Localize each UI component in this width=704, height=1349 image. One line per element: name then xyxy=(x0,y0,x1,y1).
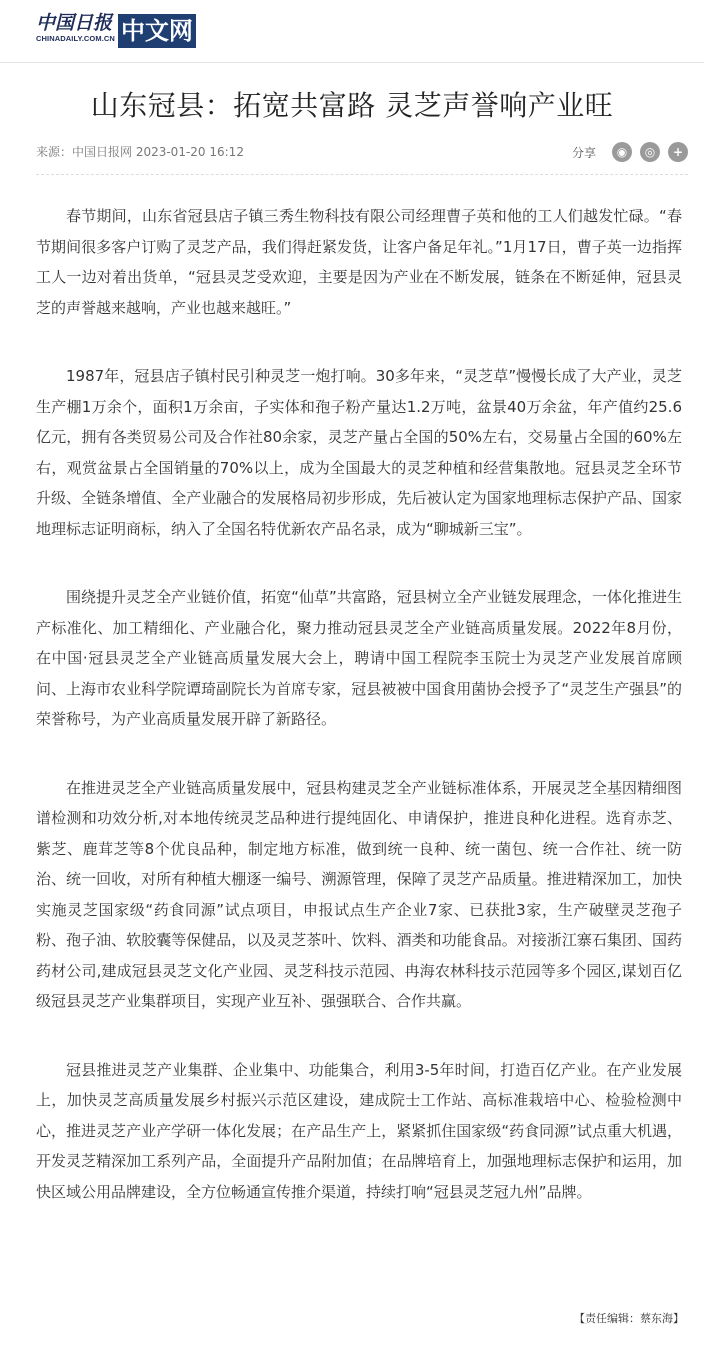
logo-chinese-name: 中国日报 xyxy=(36,12,113,34)
article-paragraph: 在推进灵芝全产业链高质量发展中，冠县构建灵芝全产业链标准体系，开展灵芝全基因精细图谱检测和功效分析,对本地传统灵芝品种进行提纯固化、申请保护，推进良种化进程。选育赤芝、紫芝、鹿茸芝等8个优良品种，制定地方标准，做到统一良种、统一菌包、统一合作社、统一防治、统一回收，对所有种植大棚逐一编号、溯源管理，保障了灵芝产品质量。推进精深加工，加快实施灵芝国家级“药食同源”试点项目，申报试点生产企业7家、已获批3家，生产破壁灵芝孢子粉、孢子油、软胶囊等保健品，以及灵芝茶叶、饮料、酒类和功能食品。对接浙江寨石集团、国药药材公司,建成冠县灵芝文化产业园、灵芝科技示范园、冉海农林科技示范园等多个园区,谋划百亿级冠县灵芝产业集群项目，实现产业互补、强强联合、合作共赢。 xyxy=(36,778,682,1010)
article-source: 来源：中国日报网 2023-01-20 16:12 xyxy=(36,145,244,159)
wechat-icon[interactable]: ◉ xyxy=(612,142,632,162)
site-logo[interactable] xyxy=(36,12,196,50)
article-paragraph: 1987年，冠县店子镇村民引种灵芝一炮打响。30多年来，“灵芝草”慢慢长成了大产业，灵芝生产棚1万余个，面积1万余亩，子实体和孢子粉产量达1.2万吨，盆景40万余盆，年产值约25.6亿元，拥有各类贸易公司及合作社80余家，灵芝产量占全国的50%左右，交易量占全国的60%左右，观赏盆景占全国销量的70%以上，成为全国最大的灵芝种植和经营集散地。冠县灵芝全环节升级、全链条增值、全产业融合的发展格局初步形成，先后被认定为国家地理标志保护产品、国家地理标志证明商标，纳入了全国名特优新农产品名录，成为“聊城新三宝”。 xyxy=(36,367,682,538)
article-title: 山东冠县：拓宽共富路 灵芝声誉响产业旺 xyxy=(90,89,614,122)
logo-text-group xyxy=(36,12,115,44)
share-bar xyxy=(572,141,688,163)
logo-channel-badge: 中文网 xyxy=(118,14,196,48)
article-paragraph: 围绕提升灵芝全产业链价值，拓宽“仙草”共富路，冠县树立全产业链发展理念，一体化推进生产标准化、加工精细化、产业融合化，聚力推动冠县灵芝全产业链高质量发展。2022年8月份，在中国·冠县灵芝全产业链高质量发展大会上，聘请中国工程院李玉院士为灵芝产业发展首席顾问、上海市农业科学院谭琦副院长为首席专家，冠县被被中国食用菌协会授予了“灵芝生产强县”的荣誉称号，为产业高质量发展开辟了新路径。 xyxy=(36,588,682,728)
share-label: 分享 xyxy=(571,145,596,160)
plus-icon[interactable]: + xyxy=(668,142,688,162)
responsible-editor: 【责任编辑：蔡东海】 xyxy=(574,1312,684,1325)
logo-domain: CHINADAILY.COM.CN xyxy=(36,34,115,43)
article-paragraph: 春节期间，山东省冠县店子镇三秀生物科技有限公司经理曹子英和他的工人们越发忙碌。“春节期间很多客户订购了灵芝产品，我们得赶紧发货，让客户备足年礼。”1月17日，曹子英一边指挥工人一边对着出货单，“冠县灵芝受欢迎，主要是因为产业在不断发展，链条在不断延伸，冠县灵芝的声誉越来越响，产业也越来越旺。” xyxy=(36,207,682,317)
weibo-icon[interactable]: ◎ xyxy=(640,142,660,162)
header-divider xyxy=(36,174,688,175)
article-paragraph: 冠县推进灵芝产业集群、企业集中、功能集合，利用3-5年时间，打造百亿产业。在产业发展上，加快灵芝高质量发展乡村振兴示范区建设，建成院士工作站、高标准栽培中心、检验检测中心，推进灵芝产业产学研一体化发展；在产品生产上，紧紧抓住国家级“药食同源”试点重大机遇，开发灵芝精深加工系列产品，全面提升产品附加值；在品牌培育上，加强地理标志保护和运用，加快区域公用品牌建设，全方位畅通宣传推介渠道，持续打响“冠县灵芝冠九州”品牌。 xyxy=(36,1060,682,1201)
article-body xyxy=(36,201,682,1245)
site-header xyxy=(0,0,704,63)
